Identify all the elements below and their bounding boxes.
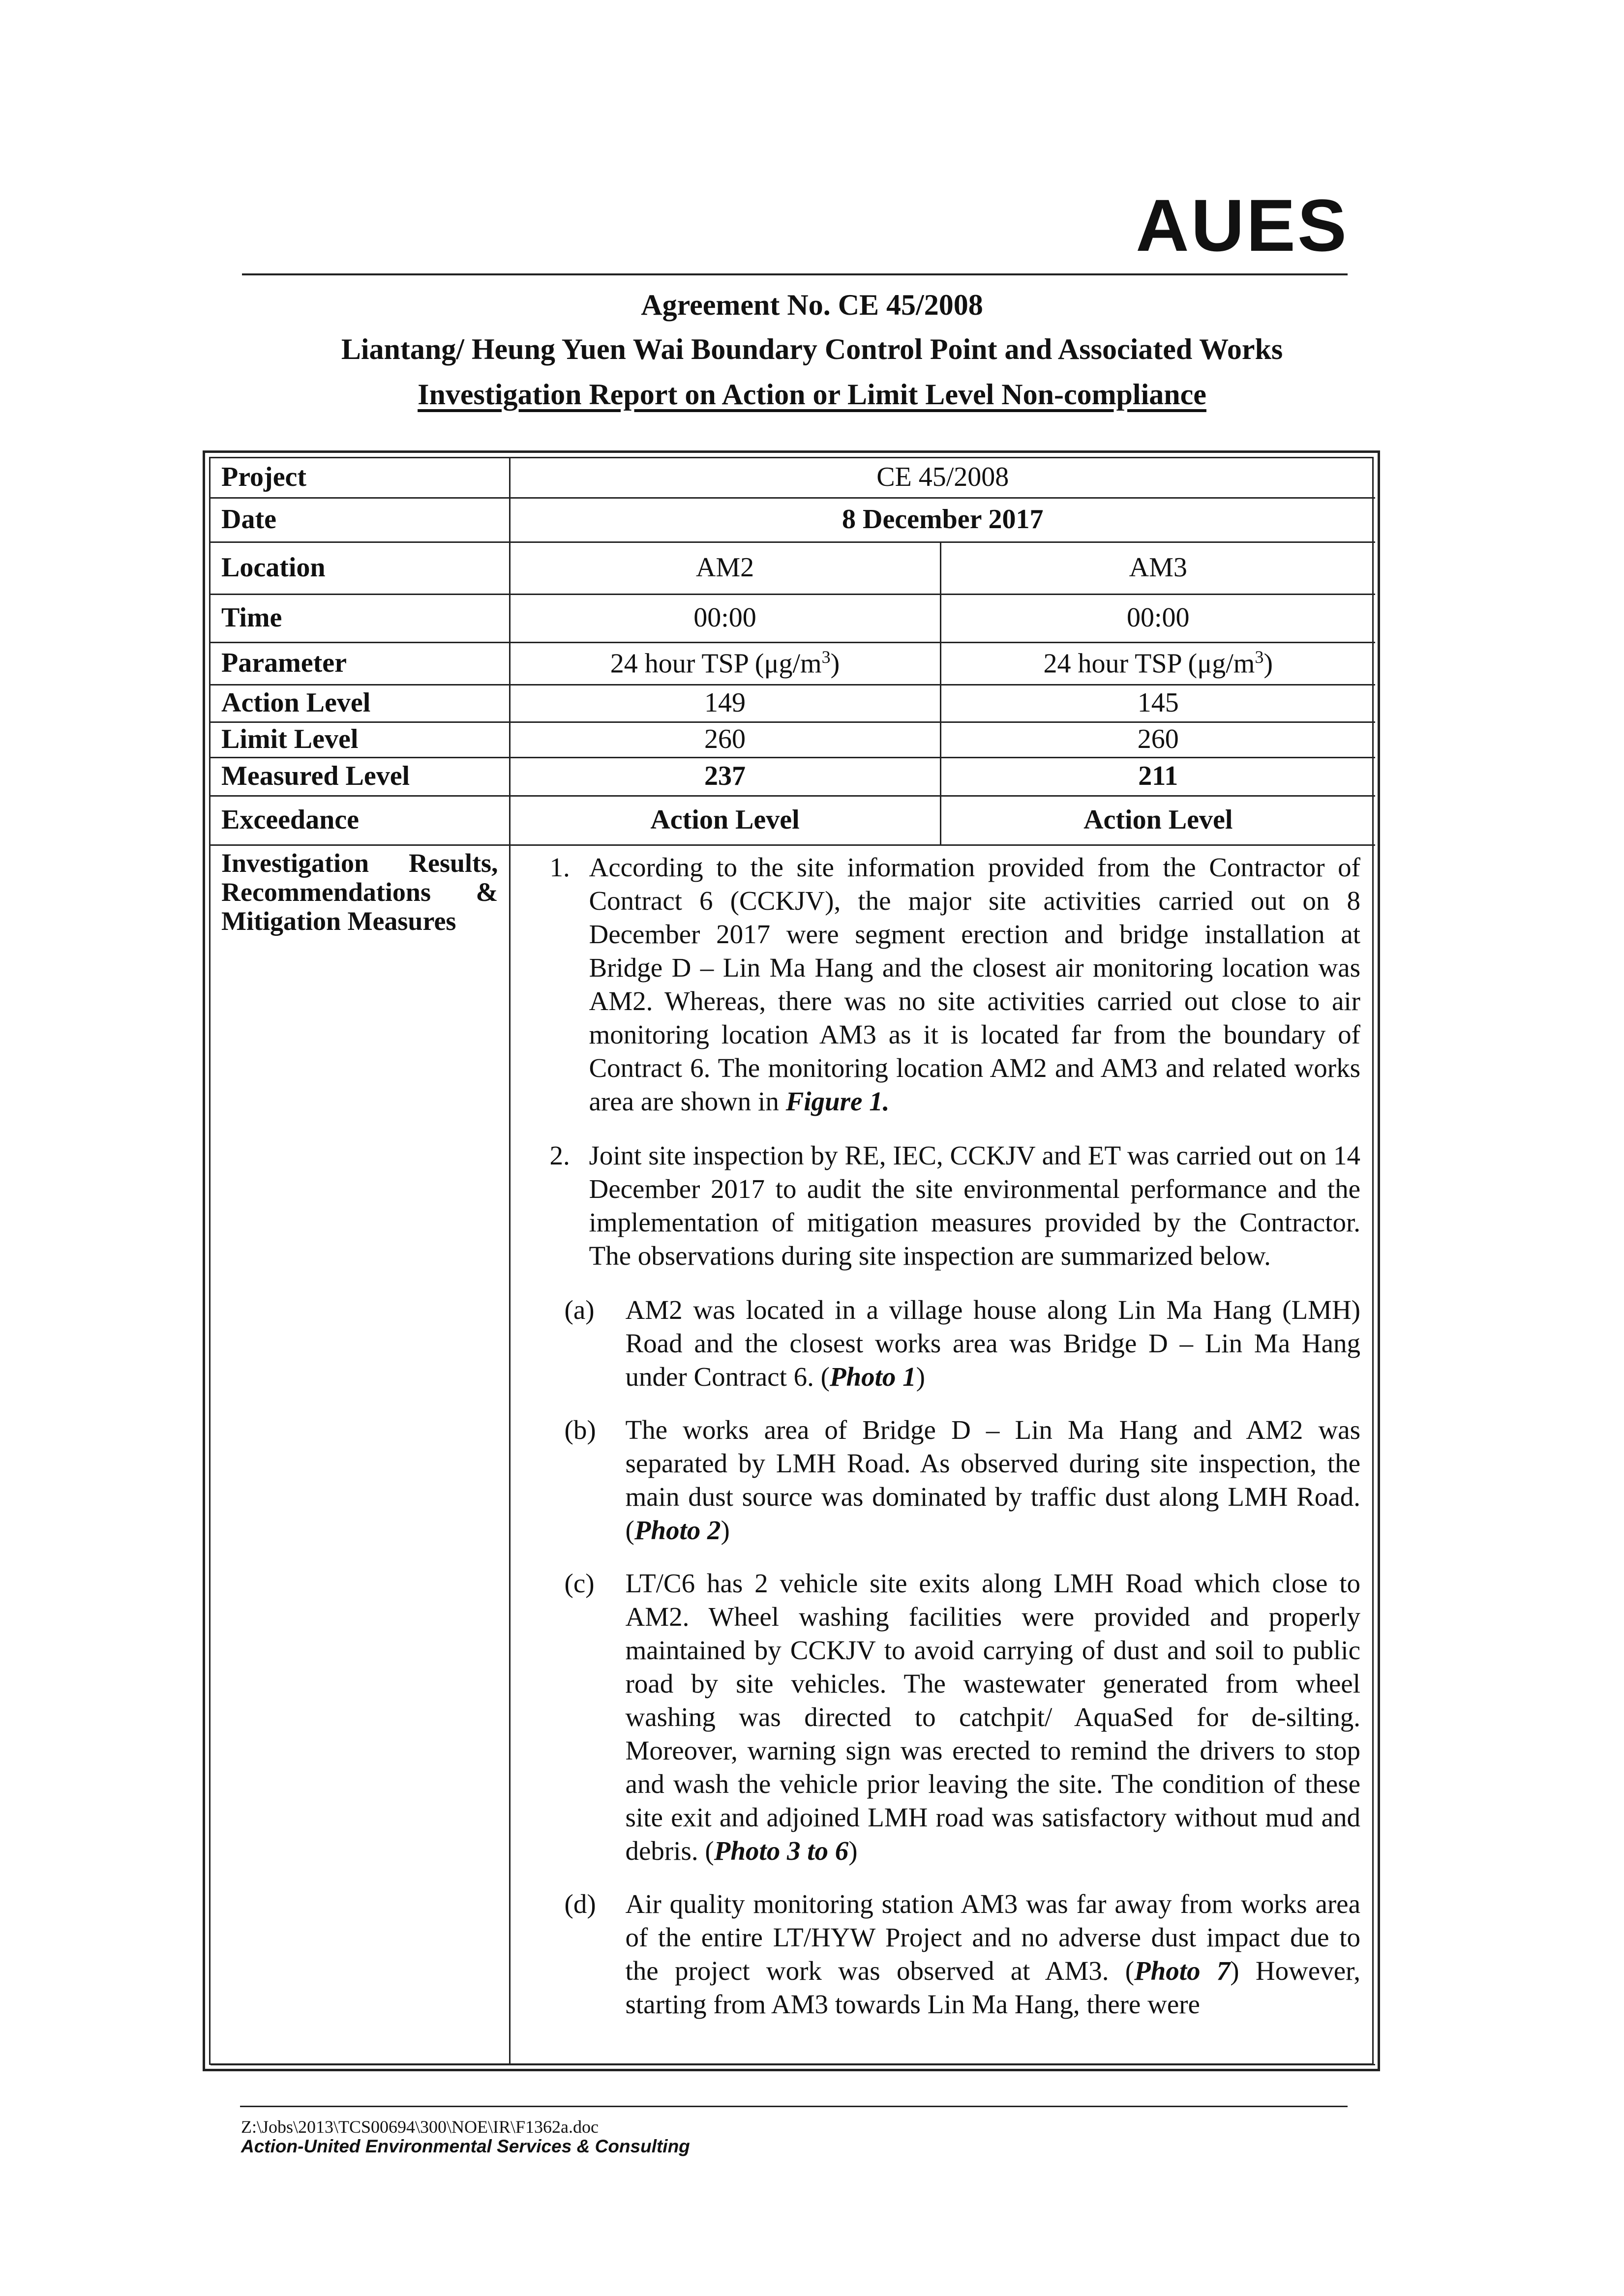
project-label: Project: [211, 458, 510, 498]
observation-b-label: (b): [564, 1414, 596, 1445]
exceedance-am3: Action Level: [940, 796, 1375, 845]
project-value: CE 45/2008: [510, 458, 1375, 498]
report-table-frame: [203, 450, 1380, 2071]
row-time: [211, 594, 1375, 642]
parameter-am2: 24 hour TSP $(\mu g/m^3)$: [510, 642, 940, 685]
observation-c-text: LT/C6 has 2 vehicle site exits along LMH Road which close to AM2. Wheel washing facilities were provided and properly maintained by CCKJV to avoid carrying of dust and soil to public road by site vehicles. The wastewater generated from wheel washing was directed to catchpit/ AquaSed for de-silting. Moreover, warning sign was erected to remind the drivers to stop and wash the vehicle prior leaving the site. The condition of these site exit and adjoined LMH road was satisfactory without mud and debris. (: [625, 1568, 1360, 1866]
location-am3: AM3: [940, 542, 1375, 594]
observation-d-continuation: ) However, starting from AM3 towards Lin Ma Hang, there were: [625, 1955, 1360, 2019]
date-value: 8 December 2017: [510, 498, 1375, 542]
finding-2: [550, 1139, 1361, 1273]
time-am2: 00:00: [510, 594, 940, 642]
report-table: [211, 458, 1375, 2065]
investigation-label: Investigation Results, Recommendations & Mitigation Measures: [211, 845, 510, 2064]
measured-level-am2: 237: [510, 757, 940, 796]
observation-a-label: (a): [564, 1294, 595, 1325]
row-date: [211, 498, 1375, 542]
observation-a: (a) AM2 was located in a village house along Lin Ma Hang (LMH) Road and the closest works area was Bridge D – Lin Ma Hang under Contract 6. (Photo 1): [565, 1293, 1361, 1394]
finding-2-text: Joint site inspection by RE, IEC, CCKJV and ET was carried out on 14 December 2017 to audit the site environmental performance and the implementation of mitigation measures provided by the Contractor. The observations during site inspection are summarized below.: [589, 1140, 1360, 1271]
observation-b-text: The works area of Bridge D – Lin Ma Hang and AM2 was separated by LMH Road. As observed during site inspection, the main dust source was dominated by traffic dust along LMH Road. (: [625, 1414, 1360, 1545]
row-exceedance: [211, 796, 1375, 845]
exceedance-am2: Action Level: [510, 796, 940, 845]
finding-1-text: According to the site information provided from the Contractor of Contract 6 (CCKJV), the major site activities carried out on 8 December 2017 were segment erection and bridge installation at Bridge D – Lin Ma Hang and the closest air monitoring location was AM2. Whereas, there was no site activities carried out close to air monitoring location AM3 as it is located far from the boundary of Contract 6. The monitoring location AM2 and AM3 and related works area are shown in: [589, 852, 1360, 1116]
limit-level-am3: 260: [940, 722, 1375, 757]
document-path: Z:\Jobs\2013\TCS00694\300\NOE\IR\F1362a.doc: [241, 2117, 599, 2137]
limit-level-am2: 260: [510, 722, 940, 757]
agreement-number: Agreement No. CE 45/2008: [641, 289, 983, 321]
action-level-label: Action Level: [211, 685, 510, 722]
row-action-level: [211, 685, 1375, 722]
row-measured-level: [211, 757, 1375, 796]
project-title: Liantang/ Heung Yuen Wai Boundary Control Point and Associated Works: [341, 333, 1283, 365]
report-title: Investigation Report on Action or Limit Level Non-compliance: [418, 378, 1206, 411]
location-am2: AM2: [510, 542, 940, 594]
time-am3: 00:00: [940, 594, 1375, 642]
parameter-am3: 24 hour TSP $(\mu g/m^3)$: [940, 642, 1375, 685]
observation-c: (c) LT/C6 has 2 vehicle site exits along LMH Road which close to AM2. Wheel washing facilities were provided and properly maintained by CCKJV to avoid carrying of dust and soil to public road by site vehicles. The wastewater generated from wheel washing was directed to catchpit/ AquaSed for de-silting. Moreover, warning sign was erected to remind the drivers to stop and wash the vehicle prior leaving the site. The condition of these site exit and adjoined LMH road was satisfactory without mud and debris. (Photo 3 to 6): [565, 1567, 1361, 1868]
action-level-am2: 149: [510, 685, 940, 722]
time-label: Time: [211, 594, 510, 642]
row-parameter: [211, 642, 1375, 685]
footer-rule: [240, 2106, 1348, 2107]
row-location: [211, 542, 1375, 594]
location-label: Location: [211, 542, 510, 594]
photo-7-reference: Photo 7: [1134, 1955, 1231, 1986]
row-project: [211, 458, 1375, 498]
finding-1-number: 1.: [549, 852, 570, 882]
date-label: Date: [211, 498, 510, 542]
investigation-body: [510, 845, 1375, 2064]
row-limit-level: [211, 722, 1375, 757]
observation-c-label: (c): [564, 1568, 595, 1598]
aues-logo: AUES: [1136, 184, 1349, 267]
parameter-label: Parameter: [211, 642, 510, 685]
finding-2-number: 2.: [549, 1140, 570, 1170]
row-investigation: [211, 845, 1375, 2064]
observation-b: (b) The works area of Bridge D – Lin Ma Hang and AM2 was separated by LMH Road. As observed during site inspection, the main dust source was dominated by traffic dust along LMH Road. (Photo 2): [565, 1413, 1361, 1547]
company-name: Action-United Environmental Services & Consulting: [241, 2136, 690, 2156]
finding-1: [550, 851, 1361, 1118]
observation-d-label: (d): [564, 1888, 596, 1919]
figure-1-reference: Figure 1.: [785, 1086, 890, 1116]
measured-level-am3: 211: [940, 757, 1375, 796]
measured-level-label: Measured Level: [211, 757, 510, 796]
observation-d: [565, 1887, 1361, 2021]
photo-3-6-reference: Photo 3 to 6: [714, 1835, 849, 1866]
photo-1-reference: Photo 1: [829, 1361, 916, 1392]
limit-level-label: Limit Level: [211, 722, 510, 757]
exceedance-label: Exceedance: [211, 796, 510, 845]
observation-d-text: Air quality monitoring station AM3 was far away from works area of the entire LT/HYW Project and no adverse dust impact due to the project work was observed at AM3. (: [625, 1888, 1360, 1986]
observation-a-text: AM2 was located in a village house along Lin Ma Hang (LMH) Road and the closest works area was Bridge D – Lin Ma Hang under Contract 6. (: [625, 1294, 1360, 1392]
action-level-am3: 145: [940, 685, 1375, 722]
header-rule: [242, 273, 1348, 275]
photo-2-reference: Photo 2: [634, 1515, 721, 1545]
